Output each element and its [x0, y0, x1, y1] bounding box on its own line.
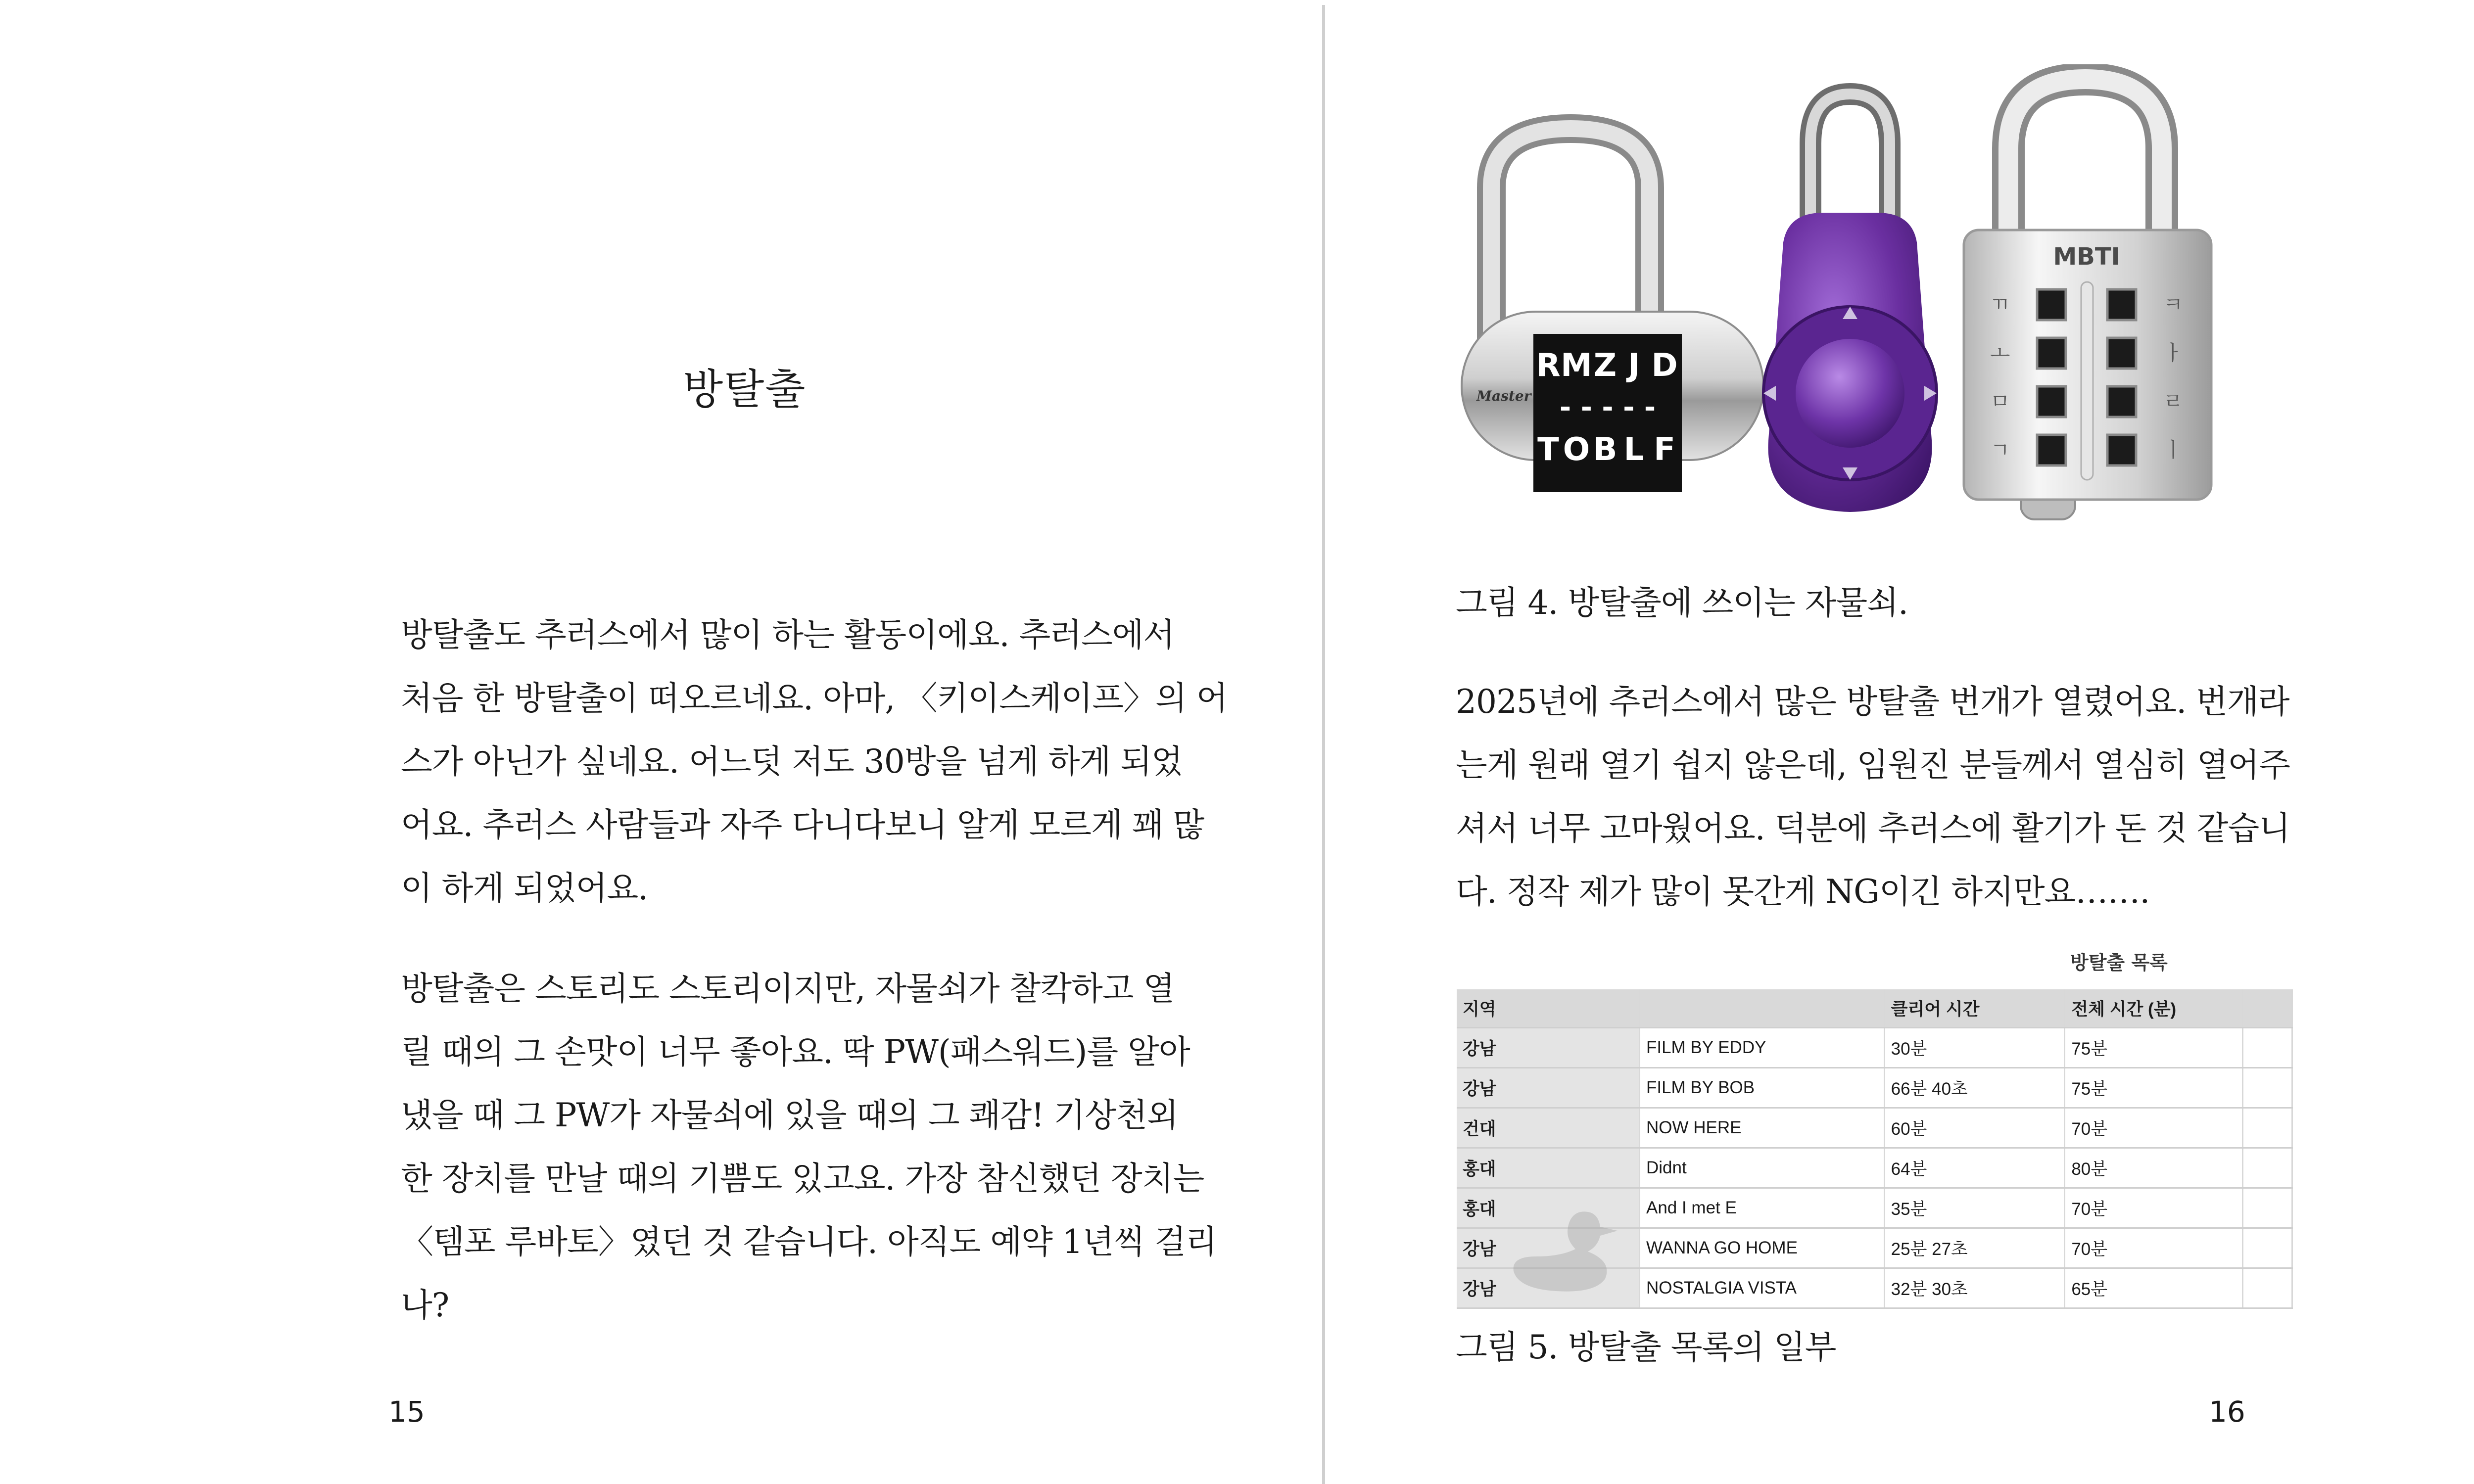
- table-row: [1457, 1148, 2292, 1188]
- empty-cell: [2243, 1148, 2292, 1188]
- empty-cell: [2243, 1028, 2292, 1068]
- text-line: 한 장치를 만날 때의 기쁨도 있고요. 가장 참신했던 장치는: [401, 1159, 1204, 1198]
- total-time-cell: 75분: [2065, 1068, 2243, 1108]
- table-row: [1457, 1028, 2292, 1068]
- region-cell: 강남: [1457, 1268, 1639, 1308]
- dial-letter: J: [1628, 347, 1640, 384]
- region-cell: 강남: [1457, 1028, 1639, 1068]
- text-line: 는게 원래 열기 쉽지 않은데, 임원진 분들께서 열심히 열어주: [1456, 746, 2290, 784]
- total-time-cell: 65분: [2065, 1268, 2243, 1308]
- clear-time-cell: 60분: [1884, 1108, 2065, 1148]
- room-name-cell: WANNA GO HOME: [1639, 1228, 1884, 1268]
- clear-time-cell: 64분: [1884, 1148, 2065, 1188]
- mbti-letter: ㅁ: [1990, 389, 2010, 414]
- region-cell: 홍대: [1457, 1148, 1639, 1188]
- text-line: 다. 정작 제가 많이 못간게 NG이긴 하지만요…….: [1456, 873, 2150, 911]
- dial-letter: D: [1651, 347, 1678, 384]
- mbti-letter: ㅋ: [2163, 292, 2184, 317]
- room-name-cell: And I met E: [1639, 1188, 1884, 1228]
- text-line: 방탈출도 추러스에서 많이 하는 활동이에요. 추러스에서: [401, 616, 1175, 654]
- chapter-title: 방탈출: [683, 365, 807, 414]
- text-line: 릴 때의 그 손맛이 너무 좋아요. 딱 PW(패스워드)를 알아: [401, 1033, 1190, 1071]
- page-number-left: 15: [388, 1395, 425, 1429]
- text-line: 스가 아닌가 싶네요. 어느덧 저도 30방을 넘게 하게 되었: [401, 742, 1183, 781]
- table-row: [1457, 1108, 2292, 1148]
- right-page: [1328, 0, 2474, 1484]
- column-header: [1639, 989, 1884, 1028]
- text-line: 2025년에 추러스에서 많은 방탈출 번개가 열렸어요. 번개라: [1456, 683, 2289, 721]
- region-cell: 강남: [1457, 1068, 1639, 1108]
- table-header-row: [1457, 989, 2292, 1028]
- region-cell: 건대: [1457, 1108, 1639, 1148]
- mbti-label: MBTI: [2053, 243, 2120, 271]
- page-divider: [1322, 5, 1325, 1484]
- figure-5-caption: 그림 5. 방탈출 목록의 일부: [1456, 1328, 1836, 1366]
- column-header: 클리어 시간: [1884, 989, 2065, 1028]
- text-line: 어요. 추러스 사람들과 자주 다니다보니 알게 모르게 꽤 많: [401, 806, 1204, 844]
- empty-cell: [2243, 1268, 2292, 1308]
- mbti-letter: ㅣ: [2163, 438, 2184, 462]
- mbti-letter: ㅗ: [1990, 341, 2010, 365]
- room-name-cell: FILM BY BOB: [1639, 1068, 1884, 1108]
- dial-letter: T: [1537, 431, 1559, 468]
- empty-cell: [2243, 1188, 2292, 1228]
- clear-time-cell: 35분: [1884, 1188, 2065, 1228]
- text-line: 〈템포 루바토〉였던 것 같습니다. 아직도 예약 1년씩 걸리: [401, 1223, 1217, 1261]
- text-line: 이 하게 되었어요.: [401, 869, 648, 907]
- region-cell: 강남: [1457, 1228, 1639, 1268]
- table-row: [1457, 1068, 2292, 1108]
- clear-time-cell: 32분 30초: [1884, 1268, 2065, 1308]
- clear-time-cell: 66분 40초: [1884, 1068, 2065, 1108]
- figure-4-caption: 그림 4. 방탈출에 쓰이는 자물쇠.: [1456, 584, 1908, 622]
- room-name-cell: NOSTALGIA VISTA: [1639, 1268, 1884, 1308]
- total-time-cell: 75분: [2065, 1028, 2243, 1068]
- dial-letter: O: [1563, 431, 1590, 468]
- total-time-cell: 70분: [2065, 1108, 2243, 1148]
- column-header: [2243, 989, 2292, 1028]
- dial-letter: B: [1593, 431, 1618, 468]
- mbti-letter: ㅏ: [2163, 341, 2184, 365]
- dial-dashes: - - - - -: [1559, 391, 1656, 423]
- mbti-letter: ㄲ: [1990, 292, 2010, 317]
- dial-letter: F: [1654, 431, 1675, 468]
- empty-cell: [2243, 1108, 2292, 1148]
- empty-cell: [2243, 1068, 2292, 1108]
- mbti-letter: ㄹ: [2163, 389, 2184, 414]
- page-number-right: 16: [2209, 1395, 2245, 1429]
- mbti-lock: [1964, 79, 2211, 519]
- master-brand-text: Master: [1476, 388, 1531, 404]
- total-time-cell: 80분: [2065, 1148, 2243, 1188]
- clear-time-cell: 25분 27초: [1884, 1228, 2065, 1268]
- clear-time-cell: 30분: [1884, 1028, 2065, 1068]
- table-title: 방탈출 목록: [2070, 952, 2168, 974]
- total-time-cell: 70분: [2065, 1188, 2243, 1228]
- room-name-cell: FILM BY EDDY: [1639, 1028, 1884, 1068]
- total-time-cell: 70분: [2065, 1228, 2243, 1268]
- column-header: 지역: [1457, 989, 1639, 1028]
- room-name-cell: NOW HERE: [1639, 1108, 1884, 1148]
- padlocks-figure: [1447, 64, 2313, 559]
- master-lock: [1462, 129, 1763, 492]
- room-name-cell: Didnt: [1639, 1148, 1884, 1188]
- duck-watermark-icon: [1506, 1197, 1625, 1296]
- column-header: 전체 시간 (분): [2065, 989, 2243, 1028]
- region-cell: 홍대: [1457, 1188, 1639, 1228]
- text-line: 처음 한 방탈출이 떠오르네요. 아마, 〈키이스케이프〉의 어: [401, 679, 1228, 717]
- dial-letter: M: [1561, 347, 1592, 384]
- paragraph-3: [1456, 670, 2290, 924]
- dial-letter: R: [1536, 347, 1561, 384]
- text-line: 방탈출은 스토리도 스토리이지만, 자물쇠가 찰칵하고 열: [401, 970, 1175, 1008]
- text-line: 나?: [401, 1286, 449, 1324]
- text-line: 셔서 너무 고마웠어요. 덕분에 추러스에 활기가 돈 것 같습니: [1456, 809, 2290, 847]
- dial-letter: L: [1623, 431, 1644, 468]
- empty-cell: [2243, 1228, 2292, 1268]
- paragraph-1: [401, 603, 1227, 920]
- text-line: 냈을 때 그 PW가 자물쇠에 있을 때의 그 쾌감! 기상천외: [401, 1096, 1178, 1134]
- mbti-letter: ㄱ: [1990, 438, 2010, 462]
- escape-room-table-figure: [1457, 989, 2293, 1299]
- paragraph-2: [401, 957, 1217, 1337]
- purple-directional-lock: [1763, 94, 1937, 512]
- dial-letter: Z: [1593, 347, 1617, 384]
